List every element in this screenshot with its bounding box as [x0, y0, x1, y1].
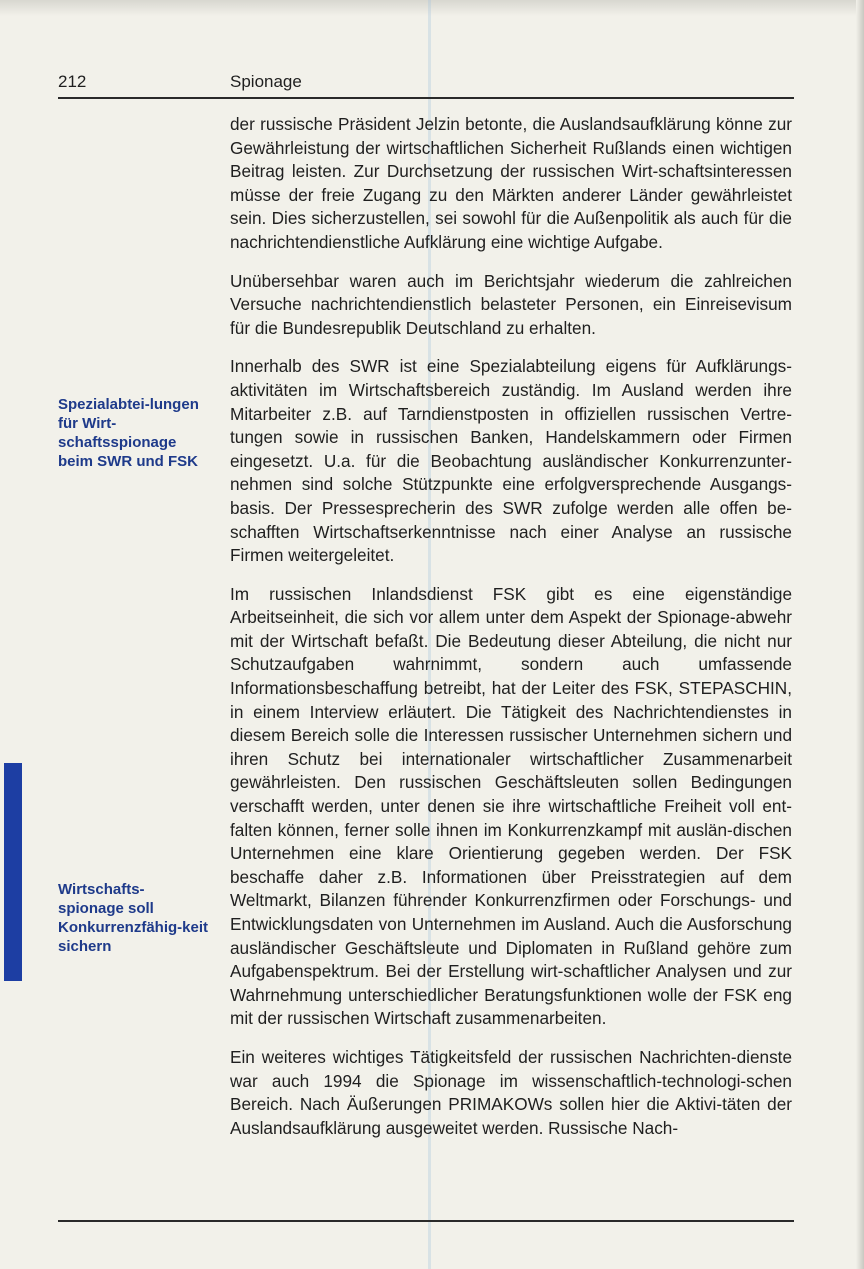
section-title: Spionage — [230, 72, 302, 91]
scan-edge-right — [856, 0, 864, 1269]
header-rule — [58, 97, 794, 99]
paragraph-1: der russische Präsident Jelzin betonte, die Auslandsaufklärung könne zur Gewährleistung der wirtschaftlichen Sicherheit Rußlands einen wichtigen Beitrag leisten. Zur Durchsetzung der russischen Wirt-schaftsinteressen müsse der freie Zugang zu den Märkten anderer Länder gewährleistet sein. Dies sicherzustellen, sei sowohl für die Außenpolitik als auch für die nachrichtendienstliche Aufklärung eine wichtige Aufgabe. — [230, 114, 792, 252]
scan-edge-top — [0, 0, 864, 16]
margin-note-special-departments: Spezialabtei-lungen für Wirt-schaftsspionage beim SWR und FSK — [58, 396, 199, 470]
body-text — [230, 113, 792, 1155]
footer-rule — [58, 1220, 794, 1222]
margin-note-economic-espionage: Wirtschafts-spionage soll Konkurrenzfähig-keit sichern — [58, 881, 209, 955]
running-head — [58, 72, 794, 100]
chapter-marker-bar — [4, 763, 22, 981]
paragraph-3: Innerhalb des SWR ist eine Spezialabteilung eigens für Aufklärungs-aktivitäten im Wirtschaftsbereich zuständig. Im Ausland werden ihre Mitarbeiter z.B. auf Tarndienstposten in offiziellen russischen Vertre-tungen sowie in russischen Banken, Handelskammern oder Firmen eingesetzt. U.a. für die Beobachtung ausländischer Konkurrenzunter-nehmen sind solche Stützpunkte eine erfolgversprechende Ausgangs-basis. Der Pressesprecherin des SWR zufolge werden alle offen be-schafften Wirtschaftserkenntnisse nach einer Analyse an russische Firmen weitergeleitet. — [230, 356, 792, 566]
paragraph-5: Ein weiteres wichtiges Tätigkeitsfeld der russischen Nachrichten-dienste war auch 1994 die Spionage im wissenschaftlich-technologi-schen Bereich. Nach Äußerungen PRIMAKOWs sollen hier die Aktivi-täten der Auslandsaufklärung ausgeweitet werden. Russische Nach- — [230, 1046, 792, 1138]
paragraph-2: Unübersehbar waren auch im Berichtsjahr wiederum die zahlreichen Versuche nachrichtendienstlich belasteter Personen, ein Einreisevisum für die Bundesrepublik Deutschland zu erhalten. — [230, 270, 792, 338]
page-number: 212 — [58, 72, 87, 91]
paragraph-4: Im russischen Inlandsdienst FSK gibt es eine eigenständige Arbeitseinheit, die sich vor allem unter dem Aspekt der Spionage-abwehr mit der Wirtschaft befaßt. Die Bedeutung dieser Abteilung, die nicht nur Schutzaufgaben wahrnimmt, sondern auch umfassende Informationsbeschaffung betreibt, hat der Leiter des FSK, STEPASCHIN, in einem Interview erläutert. Die Tätigkeit des Nachrichtendienstes in diesem Bereich solle die Interessen russischer Unternehmen sichern und ihren Schutz bei internationaler wirtschaftlicher Zusammenarbeit gewährleisten. Den russischen Geschäftsleuten sollen Bedingungen verschafft werden, unter denen sie ihre wirtschaftliche Freiheit voll ent-falten können, ferner solle ihnen im Konkurrenzkampf mit auslän-dischen Unternehmen eine klare Orientierung gegeben werden. Der FSK beschaffe daher z.B. Informationen über Preisstrategien auf dem Weltmarkt, Bilanzen führender Konkurrenzfirmen oder Forschungs- und Entwicklungsdaten von Unternehmen im Ausland. Auch die Ausforschung ausländischer Geschäftsleute und Diplomaten in Rußland gehöre zum Aufgabenspektrum. Bei der Erstellung wirt-schaftlicher Analysen und zur Wahrnehmung unterschiedlicher Beratungsfunktionen wolle der FSK eng mit der russischen Wirtschaft zusammenarbeiten. — [230, 583, 792, 1029]
